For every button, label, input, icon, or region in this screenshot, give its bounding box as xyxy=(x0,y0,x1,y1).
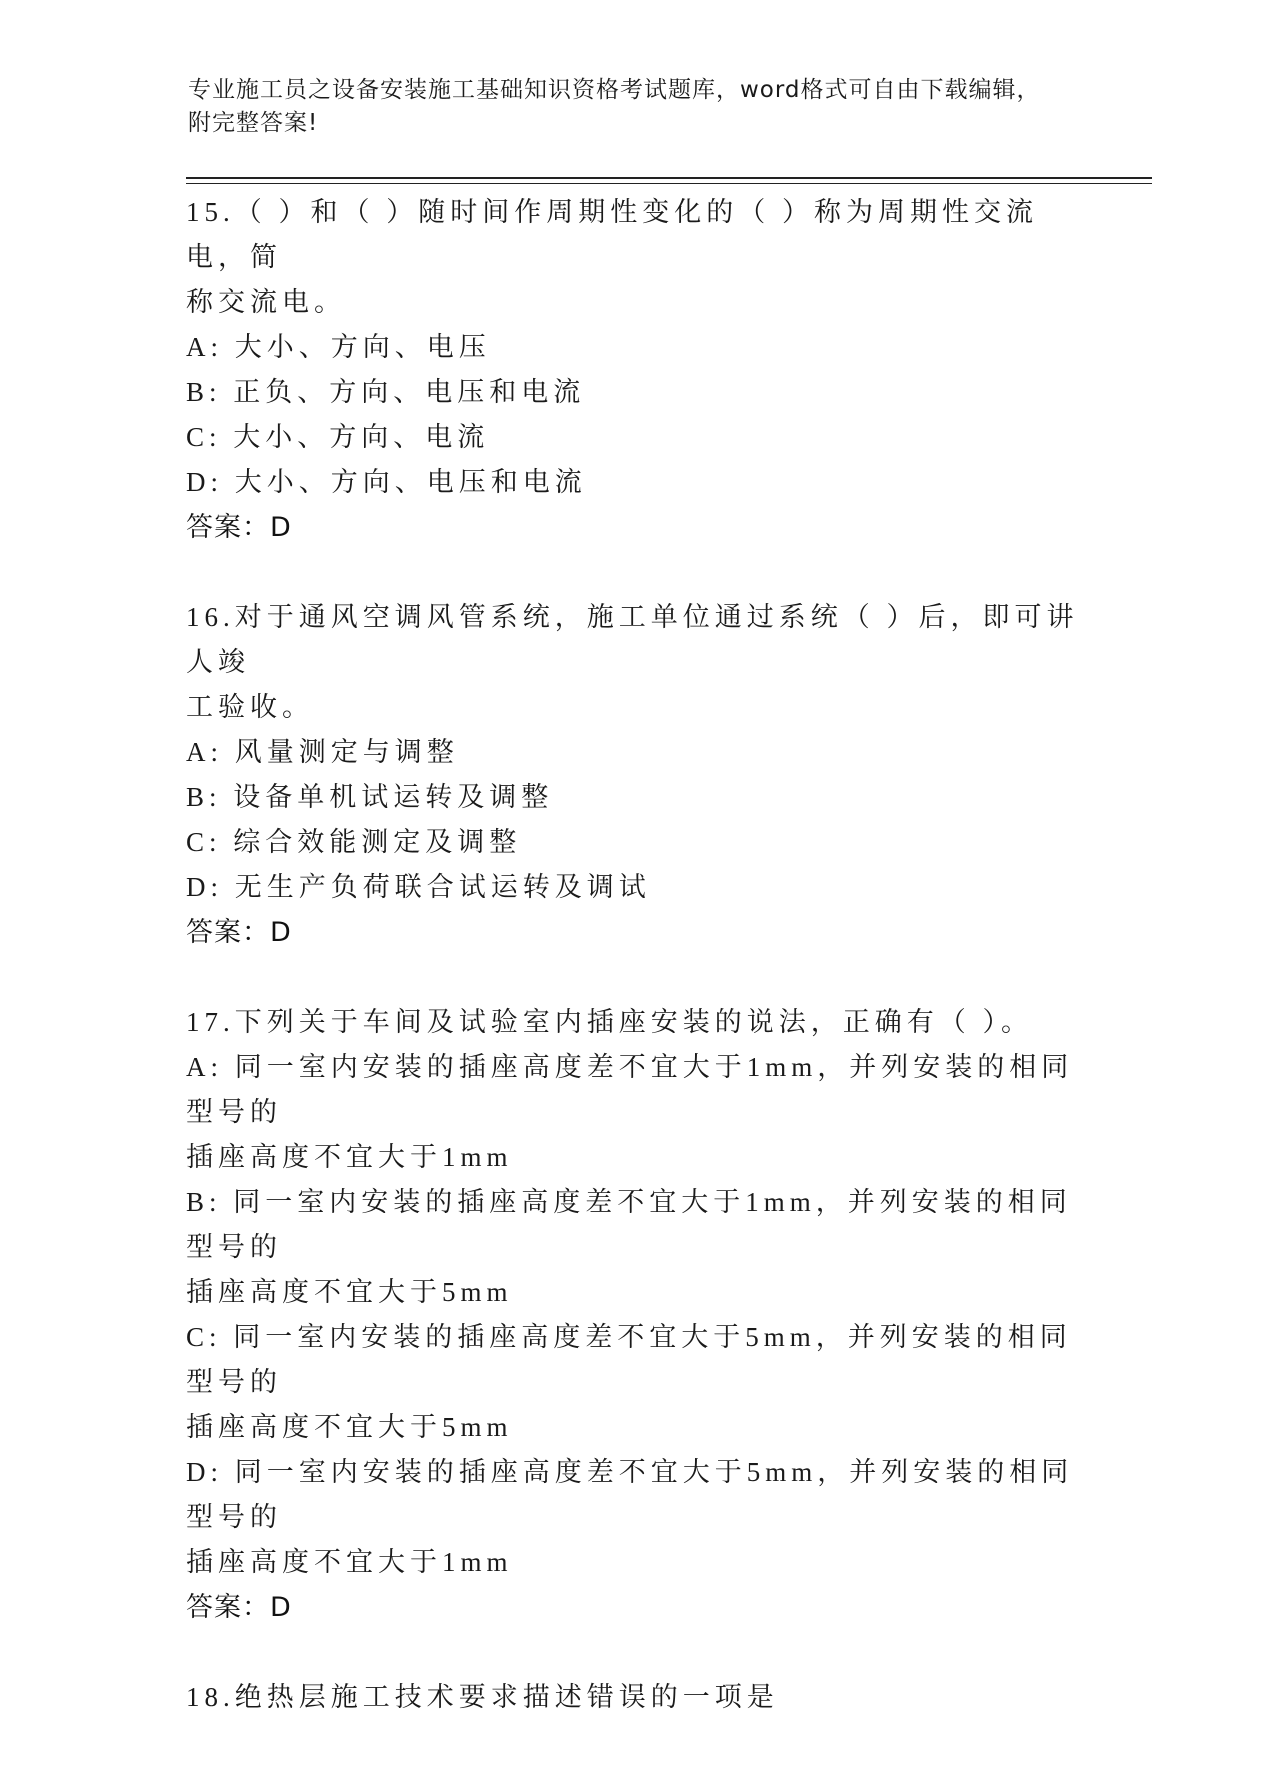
answer-option xyxy=(186,415,1086,460)
answer-option-line: 插座高度不宜大于1mm xyxy=(186,1142,513,1172)
answer-option-line: C: 同一室内安装的插座高度差不宜大于5mm，并列安装的相同型号的 xyxy=(186,1322,1072,1397)
question-text-line: 工验收。 xyxy=(186,692,314,722)
question-text xyxy=(186,1675,1086,1720)
answer-option xyxy=(186,1045,1086,1180)
answer-option-line: C: 综合效能测定及调整 xyxy=(186,827,522,857)
answer-option-line: D: 同一室内安装的插座高度差不宜大于5mm，并列安装的相同型号的 xyxy=(186,1457,1074,1532)
document-header xyxy=(188,74,1068,140)
answer-option xyxy=(186,325,1086,370)
answer-option xyxy=(186,460,1086,505)
answer-option xyxy=(186,370,1086,415)
answer-option xyxy=(186,730,1086,775)
answer-option-line: D: 大小、方向、电压和电流 xyxy=(186,467,587,497)
answer-option xyxy=(186,1315,1086,1450)
question-text-line: 称交流电。 xyxy=(186,287,346,317)
answer-option-line: 插座高度不宜大于5mm xyxy=(186,1277,513,1307)
answer-option-line: 插座高度不宜大于5mm xyxy=(186,1412,513,1442)
answer-option-line: A: 风量测定与调整 xyxy=(186,737,459,767)
answer-option xyxy=(186,1450,1086,1585)
question-text-line: 17.下列关于车间及试验室内插座安装的说法，正确有（ ）。 xyxy=(186,1007,1033,1037)
question-list xyxy=(186,190,1086,1765)
answer-option xyxy=(186,820,1086,865)
question-block xyxy=(186,190,1086,550)
answer-option-line: A: 同一室内安装的插座高度差不宜大于1mm，并列安装的相同型号的 xyxy=(186,1052,1074,1127)
answer-option-line: B: 同一室内安装的插座高度差不宜大于1mm，并列安装的相同型号的 xyxy=(186,1187,1072,1262)
question-text xyxy=(186,1000,1086,1045)
header-divider-thin xyxy=(186,183,1152,184)
answer-option-line: A: 大小、方向、电压 xyxy=(186,332,491,362)
answer-option-line: B: 正负、方向、电压和电流 xyxy=(186,377,586,407)
answer-option xyxy=(186,775,1086,820)
question-block xyxy=(186,595,1086,955)
question-block xyxy=(186,1000,1086,1630)
header-line-2: 附完整答案! xyxy=(188,110,319,136)
question-text xyxy=(186,595,1086,730)
answer-option-line: 插座高度不宜大于1mm xyxy=(186,1547,513,1577)
answer-option xyxy=(186,1180,1086,1315)
answer-key: 答案：D xyxy=(186,512,292,543)
question-text-line: 15.（ ）和（ ）随时间作周期性变化的（ ）称为周期性交流电，简 xyxy=(186,197,1038,272)
question-block xyxy=(186,1675,1086,1720)
header-divider-thick xyxy=(186,177,1152,179)
answer-key: 答案：D xyxy=(186,1592,292,1623)
answer-option xyxy=(186,865,1086,910)
answer-option-line: C: 大小、方向、电流 xyxy=(186,422,490,452)
question-text xyxy=(186,190,1086,325)
answer-option-line: D: 无生产负荷联合试运转及调试 xyxy=(186,872,651,902)
question-text-line: 16.对于通风空调风管系统，施工单位通过系统（ ）后，即可讲人竣 xyxy=(186,602,1079,677)
answer-key: 答案：D xyxy=(186,917,292,948)
header-line-1: 专业施工员之设备安装施工基础知识资格考试题库，word格式可自由下载编辑， xyxy=(188,77,1041,103)
answer-option-line: B: 设备单机试运转及调整 xyxy=(186,782,554,812)
question-text-line: 18.绝热层施工技术要求描述错误的一项是 xyxy=(186,1682,779,1712)
